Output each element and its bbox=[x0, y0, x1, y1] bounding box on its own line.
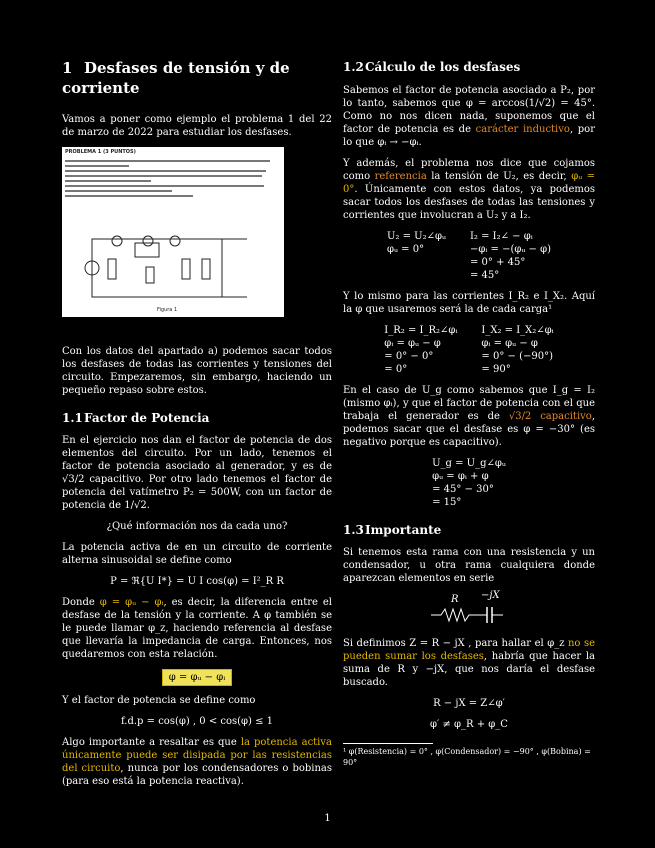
problem-figure bbox=[62, 147, 284, 317]
right-column bbox=[343, 58, 595, 768]
power-equation: P = ℜ{U I*} = U I cos(φ) = I²_R R bbox=[110, 576, 284, 588]
equation-block-c: U_g = U_g∠φᵤ φᵤ = φᵢ + φ = 45° − 30° = 15° bbox=[432, 457, 506, 508]
question: ¿Qué información nos da cada uno? bbox=[106, 521, 288, 533]
equation-block-b: I_R₂ = I_R₂∠φᵢ φᵢ = φᵤ − φ = 0° − 0° = 0° I_X₂ = I_X₂∠φᵢ φᵢ = φᵤ − φ = 0° − (−90°) = 90° bbox=[384, 324, 554, 375]
paragraph: Sabemos el factor de potencia asociado a P₂, por lo tanto, sabemos que φ = arccos(1/√2) = 45°. Como no nos dicen nada, suponemos que el factor de potencia es de carácter inductivo, por lo que φᵢ → −φᵢ. bbox=[343, 84, 595, 148]
paragraph: Si definimos Z = R − jX , para hallar el φ_z no se pueden sumar los desfases, habría que hacer la suma de R y −jX, que nos daría el desfase buscado. bbox=[343, 638, 595, 689]
circuit-diagram bbox=[62, 147, 284, 317]
paragraph: Algo importante a resaltar es que la potencia activa únicamente puede ser disipada por las resistencias del circuito, nunca por los condensadores o bobinas (para eso está la potencia reactiva). bbox=[62, 737, 332, 788]
paragraph: Si tenemos esta rama con una resistencia y un condensador, u otra rama cualquiera donde aparezcan elementos en serie bbox=[343, 547, 595, 585]
paragraph: Y el factor de potencia se define como bbox=[62, 695, 256, 707]
equation-block-a: U₂ = U₂∠φᵤ φᵤ = 0° I₂ = I₂∠ − φᵢ −φᵢ = −(φᵤ − φ) = 0° + 45° = 45° bbox=[386, 230, 552, 281]
intro-paragraph: Vamos a poner como ejemplo el problema 1 del 22 de marzo de 2022 para estudiar los desfases. bbox=[62, 113, 332, 138]
subsection-heading-1-1: 1.1Factor de Potencia bbox=[62, 410, 210, 425]
impedance-equation: R − jX = Z∠φ′ bbox=[433, 698, 505, 710]
figure-header: PROBLEMA 1 (3 PUNTOS) bbox=[65, 148, 136, 155]
paragraph-after-figure: Con los datos del apartado a) podemos sacar todos los desfases de todas las corrientes y tensiones del circuito. Empezaremos, sin embargo, haciendo un pequeño repaso sobre estos. bbox=[62, 345, 332, 396]
paragraph: En el ejercicio nos dan el factor de potencia de dos elementos del circuito. Por un lado, tenemos el factor de potencia asociado al generador, y es de √3/2 capacitivo. Por otro lado tenemos el factor de potencia del vatímetro P₂ = 500W, con un factor de potencia de 1/√2. bbox=[62, 435, 332, 512]
rc-series-diagram: R −jX bbox=[343, 593, 595, 629]
paragraph: En el caso de U_g como sabemos que I_g = I₂ (mismo φᵢ), y que el factor de potencia con el que trabaja el generador es de √3/2 capacitivo, podemos sacar que el desfase es φ = −30° (es negativo porque es capacitivo). bbox=[343, 384, 595, 448]
footnote: ¹ φ(Resistencia) = 0° , φ(Condensador) = −90° , φ(Bobina) = 90° bbox=[343, 747, 591, 767]
paragraph: La potencia activa de en un circuito de corriente alterna sinusoidal se define como bbox=[62, 542, 332, 567]
paragraph: Y además, el problema nos dice que cojamos como referencia la tensión de U₂, es decir, φᵤ = 0°. Únicamente con estos datos, ya podemos sacar todos los desfases de todas las tensiones y corrientes que involucran a U₂ y a I₂. bbox=[343, 157, 595, 221]
fdp-equation: f.d.p = cos(φ) , 0 < cos(φ) ≤ 1 bbox=[120, 716, 274, 728]
subsection-heading-1-3: 1.3Importante bbox=[343, 522, 442, 537]
paragraph: Y lo mismo para las corrientes I_R₂ e I_X₂. Aquí la φ que usaremos será la de cada carga¹ bbox=[343, 290, 595, 315]
left-column bbox=[62, 58, 332, 796]
subsection-heading-1-2: 1.2Cálculo de los desfases bbox=[343, 60, 521, 74]
figure-caption: Figura 1 bbox=[157, 306, 178, 313]
footnote-rule bbox=[343, 743, 433, 744]
page-number: 1 bbox=[324, 813, 331, 824]
section-heading: 1 Desfases de tensión y de corriente bbox=[62, 59, 290, 98]
phase-inequality: φ′ ≠ φ_R + φ_C bbox=[430, 719, 508, 731]
paragraph: Donde φ = φᵤ − φᵢ, es decir, la diferencia entre el desfase de la tensión y la corriente. A φ también se le puede llamar φ_z, haciendo referencia al desfase que llevaría la impedancia de carga. Entonces, nos quedaremos con esta relación. bbox=[62, 597, 333, 661]
boxed-equation: φ = φᵤ − φᵢ bbox=[62, 669, 332, 686]
